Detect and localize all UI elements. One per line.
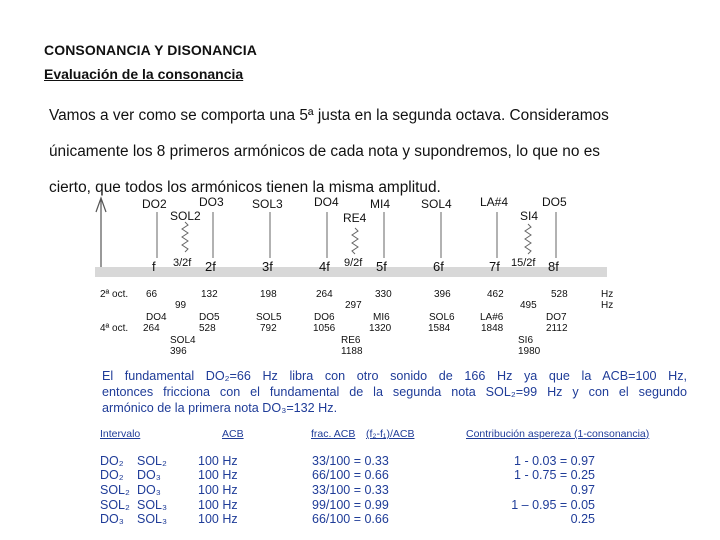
- octave2-value: 264: [316, 289, 333, 300]
- octave4-value: 1848: [481, 323, 504, 334]
- wavy-line: [182, 222, 188, 252]
- harmonic-label: 2f: [205, 259, 216, 274]
- half-harmonic-label: 9/2f: [344, 257, 363, 269]
- harmonic-label: 8f: [548, 259, 559, 274]
- harmonic-label: 4f: [319, 259, 330, 274]
- octave4-value: 2112: [546, 323, 568, 334]
- octave4-note: DO7: [546, 312, 567, 323]
- paragraph-line: Vamos a ver como se comporta una 5ª justa en la segunda octava. Consideramos: [49, 107, 609, 124]
- octave2-sub-value: 99: [175, 300, 187, 311]
- octave4-note: DO5: [199, 312, 220, 323]
- table-cell: 1 - 0.75 = 0.25: [514, 468, 595, 482]
- octave4-value: 1584: [428, 323, 451, 334]
- harmonic-label: 6f: [433, 259, 444, 274]
- octave4-value: 1320: [369, 323, 392, 334]
- octave2-value: 66: [146, 289, 158, 300]
- table-cell: SOL₂: [137, 454, 167, 468]
- table-cell: 33/100 = 0.33: [312, 483, 389, 497]
- octave4-note: LA#6: [480, 312, 504, 323]
- octave2-sub-unit: Hz: [601, 300, 614, 311]
- wavy-line: [525, 224, 531, 254]
- table-cell: SOL₂: [100, 498, 130, 512]
- explanation-line: entonces fricciona con el fundamental de la segunda nota SOL₂=99 Hz y con el segundo: [102, 385, 687, 399]
- octave2-label: 2ª oct.: [100, 289, 129, 300]
- octave4-low-note: SOL4: [170, 335, 196, 346]
- note-label: DO2: [142, 197, 167, 211]
- table-cell: 1 – 0.95 = 0.05: [511, 498, 595, 512]
- octave2-value: 528: [551, 289, 568, 300]
- note-label: MI4: [370, 197, 391, 211]
- note-label: SOL3: [252, 197, 283, 211]
- half-harmonic-label: 3/2f: [173, 257, 192, 269]
- page-title: CONSONANCIA Y DISONANCIA: [44, 42, 257, 58]
- table-cell: 100 Hz: [198, 498, 238, 512]
- harmonic-label: f: [152, 259, 156, 274]
- table-cell: DO₂: [100, 454, 124, 468]
- octave4-label: 4ª oct.: [100, 323, 129, 334]
- paragraph-line: cierto, que todos los armónicos tienen la misma amplitud.: [49, 179, 441, 196]
- explanation-line: armónico de la primera nota DO₃=132 Hz.: [102, 401, 338, 415]
- table-cell: 66/100 = 0.66: [312, 512, 389, 526]
- table-cell: 0.25: [570, 512, 595, 526]
- octave4-low-value: 1188: [341, 346, 363, 357]
- table-cell: 66/100 = 0.66: [312, 468, 389, 482]
- half-harmonic-lines: [182, 222, 531, 254]
- octave2-value: 132: [201, 289, 218, 300]
- table-header: frac. ACB: [311, 428, 356, 440]
- paragraph-line: únicamente los 8 primeros armónicos de cada nota y supondremos, lo que no es: [49, 143, 600, 160]
- octave2-sub-value: 495: [520, 300, 537, 311]
- table-cell: DO₃: [137, 483, 161, 497]
- note-label: SI4: [520, 209, 539, 223]
- note-label: DO3: [199, 195, 224, 209]
- octave4-low-note: SI6: [518, 335, 534, 346]
- table-header: ACB: [222, 428, 244, 440]
- octave2-value: 330: [375, 289, 392, 300]
- table-header: Contribución aspereza (1-consonancia): [466, 428, 650, 440]
- half-harmonic-label: 15/2f: [511, 257, 536, 269]
- octave4-note: SOL6: [429, 312, 455, 323]
- note-label: LA#4: [480, 195, 509, 209]
- harmonic-label: 7f: [489, 259, 500, 274]
- note-label: DO5: [542, 195, 567, 209]
- octave2-value: 462: [487, 289, 504, 300]
- table-cell: 100 Hz: [198, 468, 238, 482]
- octave4-note: DO6: [314, 312, 335, 323]
- harmonic-label: 3f: [262, 259, 273, 274]
- table-cell: 100 Hz: [198, 512, 238, 526]
- explanation-line: El fundamental DO₂=66 Hz libra con otro sonido de 166 Hz ya que la ACB=100 Hz,: [102, 369, 687, 383]
- octave4-value: 264: [143, 323, 160, 334]
- octave4-low-note: RE6: [341, 335, 361, 346]
- table-cell: 100 Hz: [198, 483, 238, 497]
- table-cell: 0.97: [570, 483, 595, 497]
- table-cell: SOL₃: [137, 498, 168, 512]
- octave4-value: 528: [199, 323, 216, 334]
- note-label: DO4: [314, 195, 339, 209]
- octave2-value: 198: [260, 289, 277, 300]
- octave4-low-value: 396: [170, 346, 187, 357]
- table-cell: 1 - 0.03 = 0.97: [514, 454, 595, 468]
- table-cell: SOL₃: [137, 512, 168, 526]
- note-label: RE4: [343, 211, 367, 225]
- octave4-note: SOL5: [256, 312, 282, 323]
- octave4-low-value: 1980: [518, 346, 541, 357]
- table-cell: DO₃: [100, 512, 124, 526]
- note-label: SOL4: [421, 197, 452, 211]
- table-cell: 99/100 = 0.99: [312, 498, 389, 512]
- wavy-line: [352, 228, 358, 254]
- table-cell: SOL₂: [100, 483, 130, 497]
- explanation-text: [102, 368, 687, 416]
- table-cell: 33/100 = 0.33: [312, 454, 389, 468]
- table-cell: DO₂: [100, 468, 124, 482]
- octave4-value: 792: [260, 323, 277, 334]
- table-header: Intervalo: [100, 428, 141, 440]
- octave4-note: MI6: [373, 312, 390, 323]
- octave4-note: DO4: [146, 312, 167, 323]
- octave2-unit: Hz: [601, 289, 614, 300]
- section-subtitle: Evaluación de la consonancia: [44, 66, 244, 82]
- harmonic-label: 5f: [376, 259, 387, 274]
- note-label: SOL2: [170, 209, 201, 223]
- table-cell: 100 Hz: [198, 454, 238, 468]
- table-header: (f₂-f₁)/ACB: [366, 428, 415, 440]
- octave2-sub-value: 297: [345, 300, 362, 311]
- table-cell: DO₃: [137, 468, 161, 482]
- octave4-value: 1056: [313, 323, 336, 334]
- octave2-value: 396: [434, 289, 451, 300]
